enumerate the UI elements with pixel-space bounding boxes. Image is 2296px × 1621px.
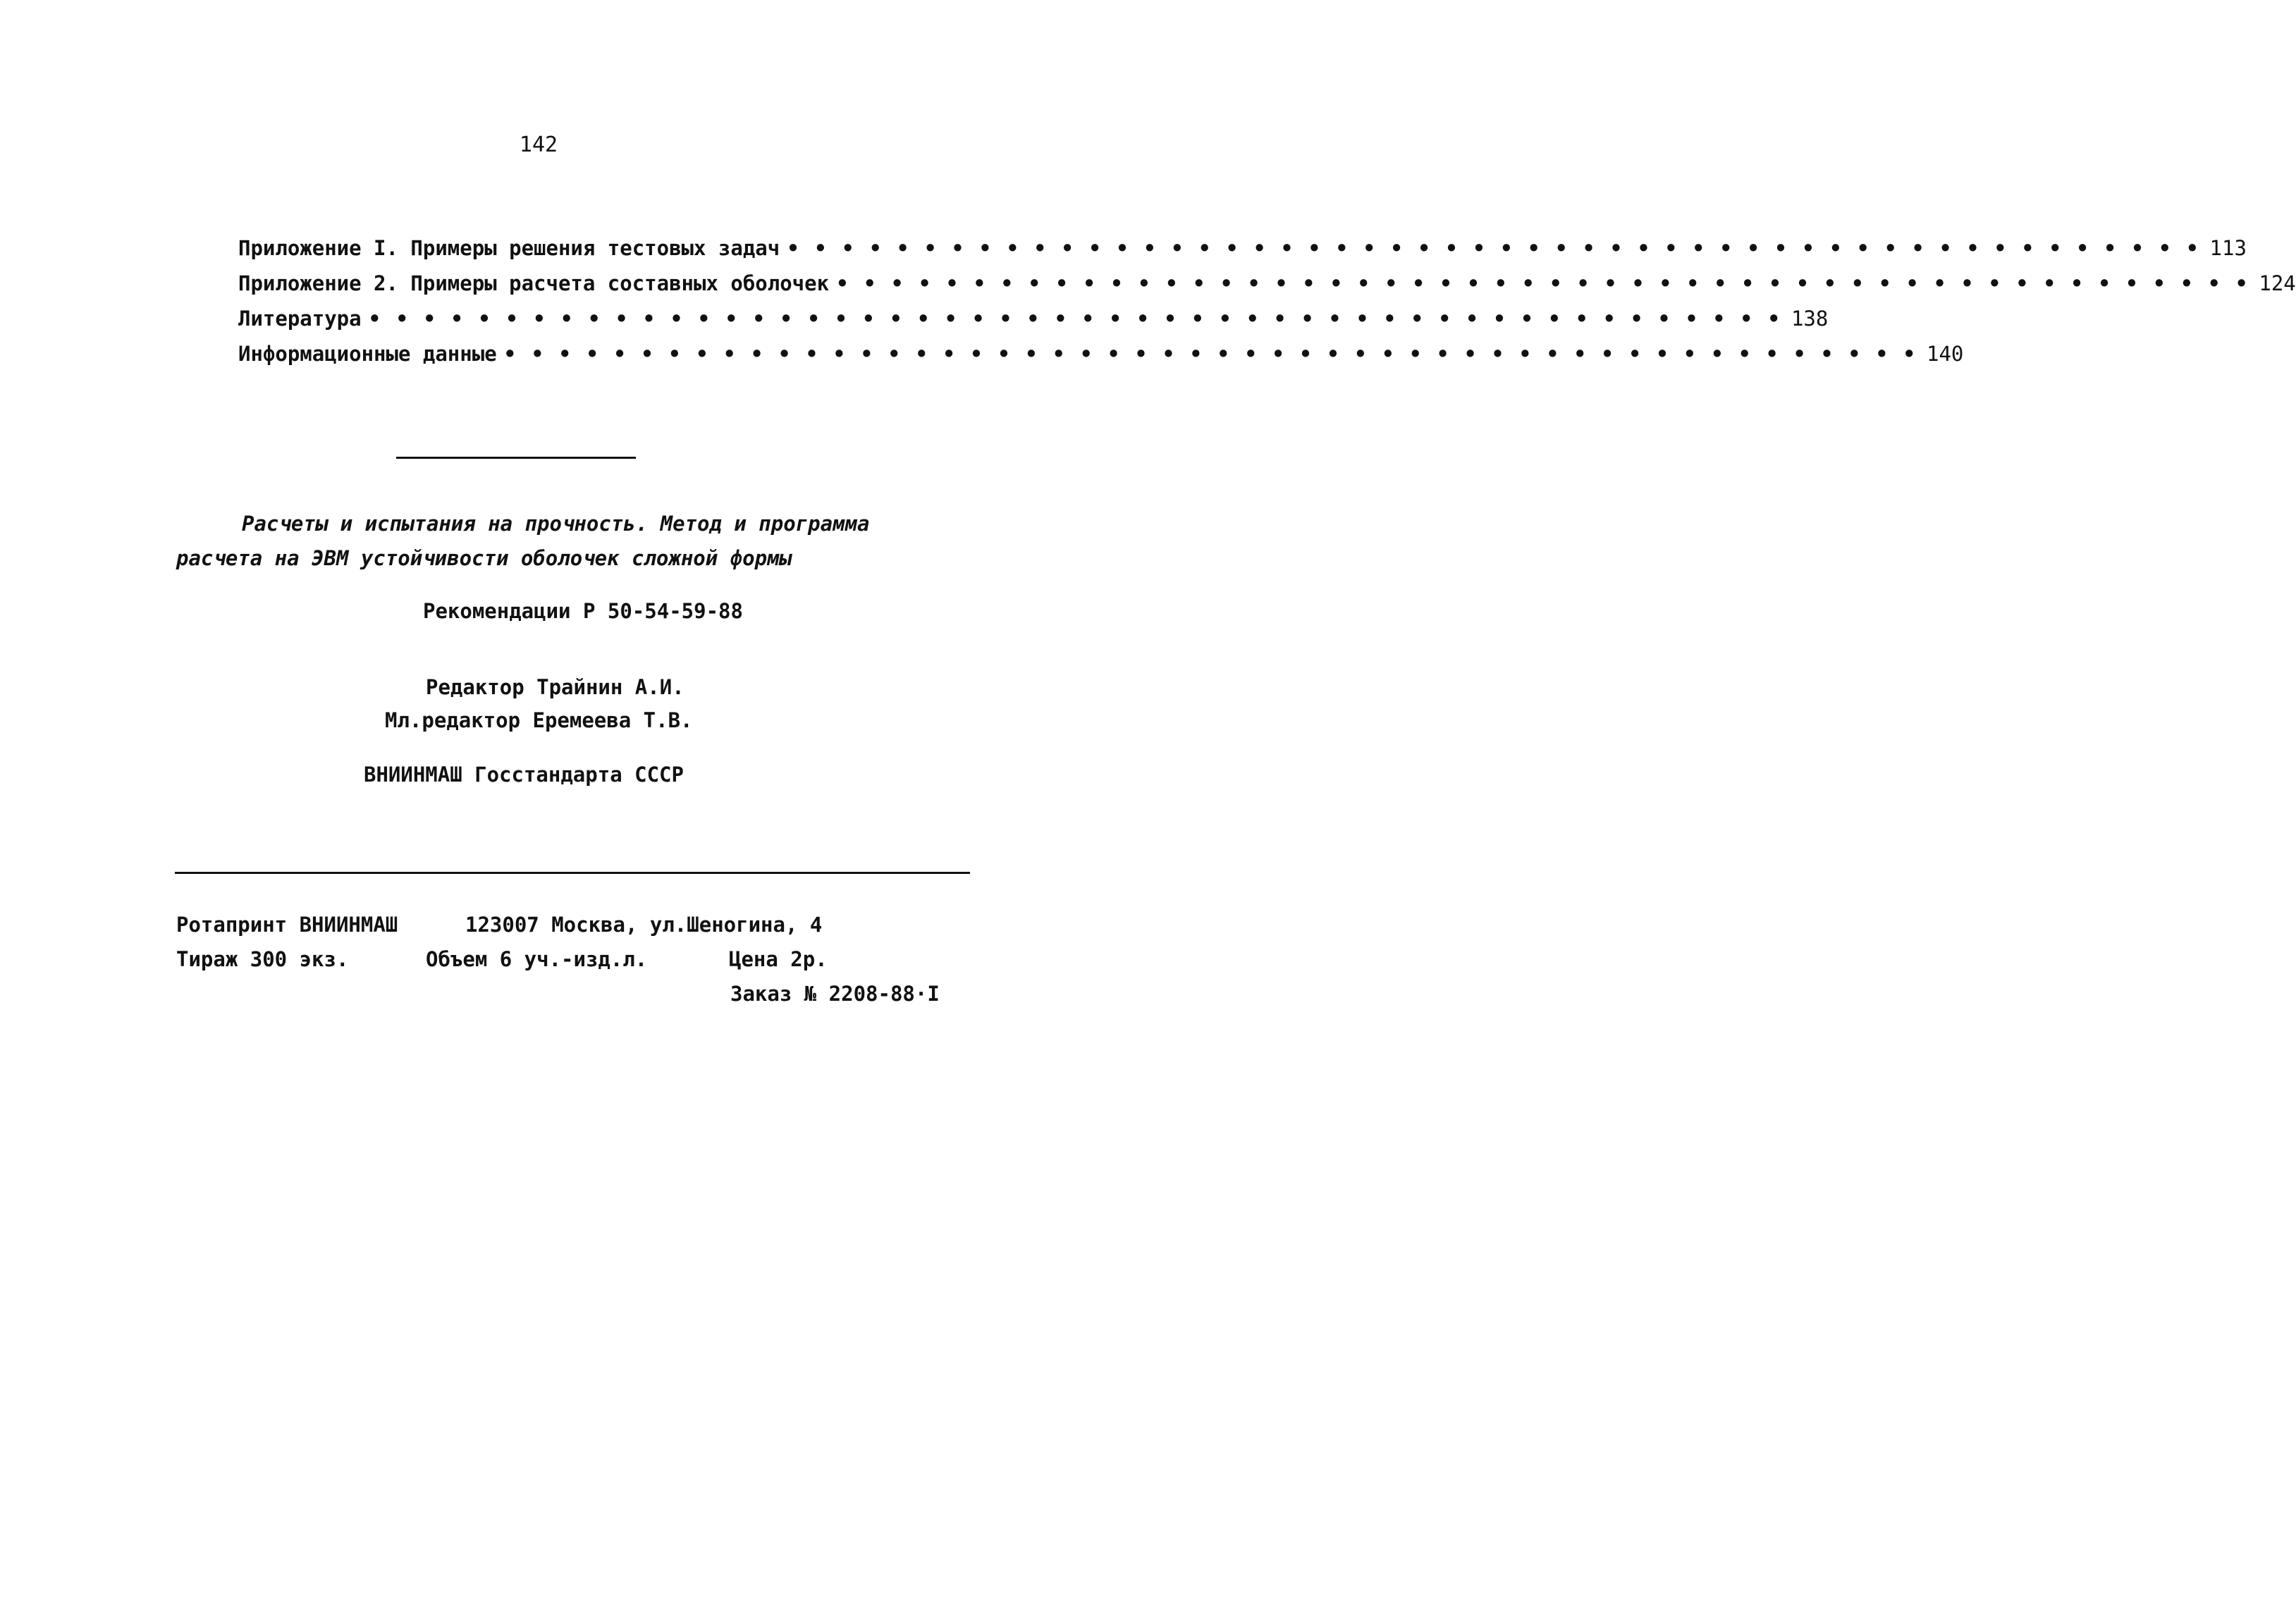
table-of-contents [238, 236, 2296, 377]
junior-editor-credit: Мл.редактор Еремеева Т.В. [385, 708, 693, 732]
toc-leader-dots: • • • • • • • • • • • • • • • • • • • • • • • • • • • • • • • • • • • • • • • • • • • • • • • • • • • • [503, 342, 1917, 366]
toc-entry-page: 113 [2209, 236, 2247, 260]
imprint-address: 123007 Москва, ул.Шеногина, 4 [465, 913, 823, 937]
toc-entry-label: Приложение I. Примеры решения тестовых задач [238, 236, 780, 260]
section-divider [396, 457, 636, 459]
page-number: 142 [519, 132, 558, 157]
toc-entry-page: 140 [1926, 342, 1964, 366]
imprint-divider [175, 872, 970, 874]
toc-entry-literature [238, 307, 1829, 342]
toc-entry-label: Литература [238, 307, 362, 331]
imprint-volume: Объем 6 уч.-изд.л. [426, 947, 648, 971]
editor-credit: Редактор Трайнин А.И. [426, 675, 684, 699]
publisher-institution: ВНИИНМАШ Госстандарта СССР [364, 763, 684, 787]
toc-leader-dots: • • • • • • • • • • • • • • • • • • • • • • • • • • • • • • • • • • • • • • • • • • • • • • • • • • • • [787, 236, 2200, 260]
toc-entry-label: Информационные данные [238, 342, 497, 366]
toc-leader-dots: • • • • • • • • • • • • • • • • • • • • • • • • • • • • • • • • • • • • • • • • • • • • • • • • • • • • [836, 271, 2249, 295]
imprint-circulation: Тираж 300 экз. [176, 947, 349, 971]
recommendations-code: Рекомендации Р 50-54-59-88 [423, 599, 743, 623]
toc-leader-dots: • • • • • • • • • • • • • • • • • • • • • • • • • • • • • • • • • • • • • • • • • • • • • • • • • • • • [368, 307, 1781, 331]
imprint-order-number: Заказ № 2208-88·I [730, 982, 940, 1006]
toc-entry-info-data [238, 342, 1964, 377]
toc-entry-appendix-1 [238, 236, 2247, 271]
imprint-price: Цена 2р. [729, 947, 828, 971]
toc-entry-label: Приложение 2. Примеры расчета составных оболочек [238, 271, 830, 295]
toc-entry-page: 124 [2259, 271, 2296, 295]
publication-title-line-2: расчета на ЭВМ устойчивости оболочек сложной формы [176, 546, 792, 570]
toc-entry-page: 138 [1791, 307, 1829, 331]
publication-title-line-1: Расчеты и испытания на прочность. Метод и программа [242, 512, 870, 536]
imprint-printer: Ротапринт ВНИИНМАШ [176, 913, 398, 937]
toc-entry-appendix-2 [238, 271, 2296, 307]
